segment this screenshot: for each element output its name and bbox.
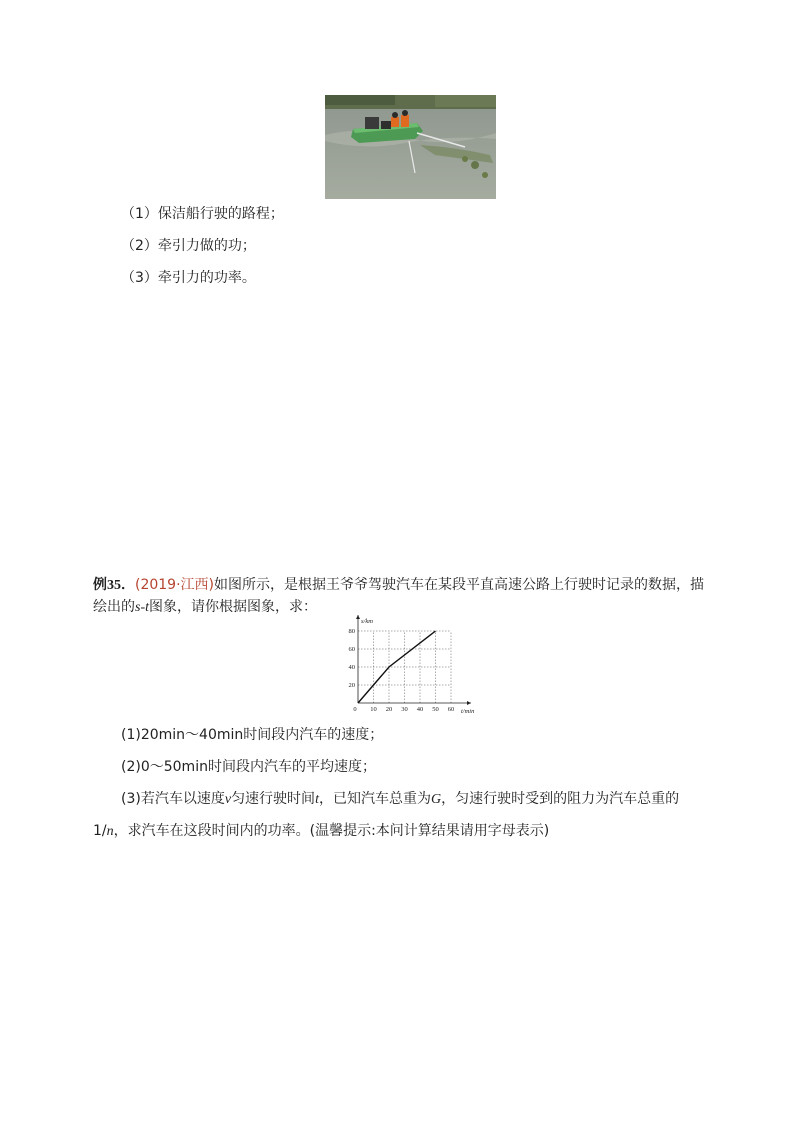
- question-1: (1)20min～40min时间段内汽车的速度；: [121, 727, 384, 743]
- y-tick-label: 20: [348, 682, 355, 690]
- question-3-line1: [121, 788, 679, 811]
- x-tick-label: 60: [447, 706, 455, 713]
- question-2: (2)0～50min时间段内汽车的平均速度；: [121, 759, 376, 775]
- example-intro-line1: [93, 574, 704, 597]
- example-text-line2-end: 图象，请你根据图象，求：: [149, 599, 317, 615]
- q3-text-c: ，已知汽车总重为: [318, 791, 431, 807]
- sub-question-1: （1）保洁船行驶的路程；: [121, 206, 284, 222]
- x-tick-label: 20: [385, 706, 393, 713]
- example-text-line2-start: 绘出的: [93, 599, 135, 615]
- q3-text-a: (3)若汽车以速度: [121, 791, 225, 807]
- q3-text-e: 1/: [93, 823, 107, 839]
- cleaning-boat-photo: [325, 95, 496, 199]
- y-axis-arrow: [356, 615, 360, 619]
- x-axis-label: t/min: [461, 708, 475, 715]
- q3-text-f: ，求汽车在这段时间内的功率。(温馨提示:本问计算结果请用字母表示): [113, 823, 550, 839]
- x-tick-label: 10: [370, 706, 377, 713]
- q3-text-d: ，匀速行驶时受到的阻力为汽车总重的: [441, 791, 680, 807]
- question-3-line2: [93, 820, 549, 843]
- q3-text-b: 匀速行驶时间: [231, 791, 316, 807]
- sub-question-2: （2）牵引力做的功；: [121, 238, 256, 254]
- x-axis-arrow: [467, 701, 471, 705]
- sub-question-3: （3）牵引力的功率。: [121, 270, 256, 286]
- x-tick-label: 30: [401, 706, 408, 713]
- example-intro-line2: [93, 596, 317, 619]
- q3-var-n: n: [106, 824, 114, 839]
- y-axis-label: s/km: [361, 618, 373, 625]
- x-tick-label: 50: [432, 706, 439, 713]
- x-tick-label: 0: [353, 706, 357, 713]
- example-text-line1: 如图所示，是根据王爷爷驾驶汽车在某段平直高速公路上行驶时记录的数据，描: [214, 577, 705, 593]
- example-source: (2019·江西): [135, 577, 215, 593]
- y-tick-label: 80: [348, 628, 355, 636]
- q3-var-v: v: [224, 792, 232, 807]
- series-line: [358, 631, 436, 703]
- st-symbol: s-t: [135, 600, 149, 615]
- s-t-chart: [342, 618, 482, 717]
- x-tick-label: 40: [416, 706, 424, 713]
- example-number: 例35．: [93, 578, 135, 593]
- y-tick-label: 60: [348, 646, 355, 654]
- q3-var-t: t: [315, 792, 319, 807]
- y-tick-label: 40: [348, 664, 355, 672]
- q3-var-G: G: [430, 792, 442, 807]
